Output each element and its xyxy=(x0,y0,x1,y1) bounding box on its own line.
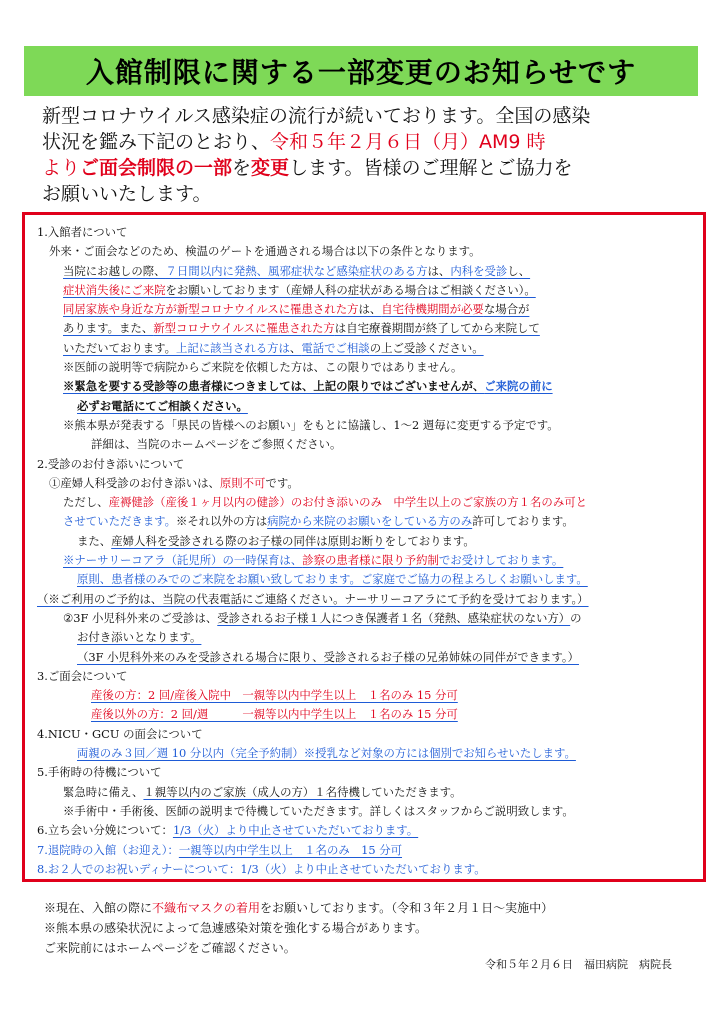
notice-emphasis: 症状消失後にご来院 xyxy=(63,282,166,297)
footer-line: ※熊本県の感染状況によって急遽感染対策を強化する場合があります。 xyxy=(44,921,428,935)
notice-emphasis: ※ナーサリーコアラ（託児所）の一時保育は、 xyxy=(63,553,303,568)
notice-emphasis: 診察の患者様に限り予約制 xyxy=(302,553,439,568)
notice-text: は、 xyxy=(427,263,451,278)
notice-text: （3F 小児科外来のみを受診される場合に限り、受診されるお子様の兄弟姉妹の同伴ができます。） xyxy=(77,649,579,664)
notice-line: ※手術中・手術後、医師の説明まで待機していただきます。詳しくはスタッフからご説明致します。 xyxy=(63,803,574,818)
notice-text: 許可しております。 xyxy=(472,514,574,529)
notice-emphasis: 産褥健診（産後１ヶ月以内の健診）のお付き添いのみ 中学生以上のご家族の方１名のみ可と xyxy=(108,495,587,510)
footer-notes xyxy=(44,898,684,958)
intro-text: 新型コロナウイルス感染症の流行が続いております。全国の感染 xyxy=(42,105,591,127)
notice-text: 当院にお越しの際、 xyxy=(63,263,166,278)
section-heading: 3.ご面会について xyxy=(37,668,128,683)
notice-line xyxy=(37,590,695,609)
notice-emphasis: 受診されるお子様１人につき保護者１名（発熱、感染症状のない方） xyxy=(217,610,571,625)
notice-line xyxy=(37,628,695,647)
notice-emphasis: 同居家族や身近な方が新型コロナウイルスに罹患された方 xyxy=(63,302,359,317)
notice-text: また、 xyxy=(77,533,112,548)
notice-line xyxy=(37,281,695,300)
notice-text: は、 xyxy=(358,302,382,317)
footer-text: をお願いしております。（令和３年２月１日～実施中） xyxy=(260,901,554,915)
intro-line xyxy=(42,155,692,181)
section-heading: 6.立ち会い分娩について： xyxy=(37,823,173,838)
notice-text: 必ずお電話にてご相談ください。 xyxy=(77,398,248,413)
notice-line: 外来・ご面会などのため、検温のゲートを通過される場合は以下の条件となります。 xyxy=(49,244,481,259)
notice-text: の上ご受診ください。 xyxy=(369,340,484,355)
notice-text: していただきます。 xyxy=(359,784,462,799)
notice-text: あります。また、 xyxy=(63,321,154,336)
notice-emphasis: ７日間以内に発熱、風邪症状など感染症状のある方 xyxy=(165,263,428,278)
section-heading: 2.受診のお付き添いについて xyxy=(37,456,185,471)
notice-line: 詳細は、当院のホームページをご参照ください。 xyxy=(91,437,342,452)
notice-text: な場合が xyxy=(483,302,530,317)
notice-emphasis: ご来院の前に xyxy=(484,379,553,394)
intro-line xyxy=(42,129,692,155)
notice-text: ①産婦人科受診のお付き添いは、 xyxy=(49,475,220,490)
notice-line xyxy=(37,493,695,512)
intro-text: を xyxy=(232,157,252,179)
notice-line xyxy=(37,686,695,705)
notice-line xyxy=(37,570,695,589)
notice-line xyxy=(37,339,695,358)
notice-emphasis: 病院から来院のお願いをしている方のみ xyxy=(267,514,473,529)
intro-line xyxy=(42,181,692,207)
notice-text: し、 xyxy=(507,263,531,278)
notice-line xyxy=(37,512,695,531)
section-line xyxy=(37,841,695,860)
intro-highlight: 変更 xyxy=(251,157,290,179)
footer-text: ※現在、入館の際に xyxy=(44,901,153,915)
section-heading: 4.NICU・GCU の面会について xyxy=(37,726,203,741)
notice-line xyxy=(37,609,695,628)
intro-line xyxy=(42,103,692,129)
notice-emphasis: 1/3（火）より中止させていただいております。 xyxy=(172,823,419,838)
notice-emphasis: 自宅待機期間が必要 xyxy=(381,302,484,317)
section-line xyxy=(37,860,695,879)
notice-emphasis: 上記に該当される方は xyxy=(176,340,290,355)
intro-paragraph xyxy=(42,103,692,207)
notice-emphasis: 電話でご相談 xyxy=(301,340,370,355)
notice-emphasis: 一親等以内中学生以上 １名のみ 15 分可 xyxy=(178,842,403,857)
page-title: 入館制限に関する一部変更のお知らせです xyxy=(85,56,637,89)
section-heading: 7.退院時の入館（お迎え）： xyxy=(37,842,179,857)
notice-text: ②3F 小児科外来のご受診は、 xyxy=(63,610,218,625)
notice-text: ただし、 xyxy=(63,495,109,510)
intro-text: 状況を鑑み下記のとおり、 xyxy=(42,131,271,153)
notice-line xyxy=(37,705,695,724)
visiting-rule: 産後以外の方：2 回/週 一親等以内中学生以上 １名のみ 15 分可 xyxy=(91,707,458,722)
notice-line xyxy=(37,300,695,319)
notice-text: は自宅療養期間が終了してから来院して xyxy=(334,321,540,336)
notice-line xyxy=(37,397,695,416)
notice-line xyxy=(37,744,695,763)
intro-text: します。皆様のご理解とご協力を xyxy=(289,157,573,179)
footer-line xyxy=(44,898,684,918)
notice-text: 、 xyxy=(289,340,302,355)
notice-line xyxy=(37,648,695,667)
section-heading: 8.お２人でのお祝いディナーについて：1/3（火）より中止させていただいております。 xyxy=(37,861,486,876)
effective-date: 令和５年２月６日（月）AM9 時 xyxy=(270,131,546,153)
notice-text: いただいております。 xyxy=(63,340,176,355)
signature: 令和５年２月６日 福田病院 病院長 xyxy=(485,958,672,971)
notice-text: です。 xyxy=(265,475,299,490)
mask-requirement: 不織布マスクの着用 xyxy=(152,901,261,915)
notice-text: の xyxy=(570,610,582,625)
notice-content xyxy=(37,223,695,879)
notice-line xyxy=(37,783,695,802)
notice-line xyxy=(37,262,695,281)
notice-line: ※医師の説明等で病院からご来院を依頼した方は、この限りではありません。 xyxy=(63,360,463,375)
notice-emphasis: 原則不可 xyxy=(219,475,266,490)
notice-text: お付き添いとなります。 xyxy=(77,630,202,645)
section-heading: 5.手術時の待機について xyxy=(37,765,162,780)
notice-text: ※緊急を要する受診等の患者様につきましては、上記の限りではございませんが、 xyxy=(63,379,485,394)
notice-line xyxy=(37,474,695,493)
notice-emphasis: 産婦人科を受診される際のお子様の同伴は原則お断り xyxy=(111,533,385,548)
notice-text: をしております。 xyxy=(384,533,475,548)
notice-line: ※熊本県が発表する「県民の皆様へのお願い」をもとに協議し、1～2 週毎に変更する予定です。 xyxy=(63,417,559,432)
notice-text: （※ご利用のご予約は、当院の代表電話にご連絡ください。ナーサリーコアラにて予約を受けております。） xyxy=(37,591,589,606)
notice-line xyxy=(37,551,695,570)
notice-emphasis: でお受けしております。 xyxy=(438,553,564,568)
notice-emphasis: 内科を受診 xyxy=(450,263,508,278)
notice-emphasis: させていただきます。 xyxy=(63,514,176,529)
notice-box xyxy=(22,212,706,882)
notice-emphasis: １親等以内のご家族（成人の方）１名待機 xyxy=(143,784,360,799)
footer-line: ご来院前にはホームページをご確認ください。 xyxy=(44,941,296,955)
section-heading: 1.入館者について xyxy=(37,225,128,239)
notice-line xyxy=(37,532,695,551)
notice-text: をお願いしております（産婦人科の症状がある場合はご相談ください）。 xyxy=(165,282,536,297)
notice-line xyxy=(37,319,695,338)
notice-emphasis: 新型コロナウイルスに罹患された方 xyxy=(153,321,335,336)
intro-text: お願いいたします。 xyxy=(42,183,212,205)
title-banner xyxy=(24,46,698,96)
intro-highlight: ご面会制限の一部 xyxy=(80,157,233,179)
notice-text: ※それ以外の方は xyxy=(176,514,268,529)
intro-text-red: より xyxy=(42,157,81,179)
section-line xyxy=(37,821,695,840)
notice-emphasis: 原則、患者様のみでのご来院をお願い致しております。ご家庭でご協力の程よろしくお願いします。 xyxy=(77,572,588,587)
notice-line xyxy=(37,377,695,396)
visiting-rule: 産後の方：2 回/産後入院中 一親等以内中学生以上 １名のみ 15 分可 xyxy=(91,688,458,703)
notice-text: 緊急時に備え、 xyxy=(63,784,144,799)
notice-emphasis: 両親のみ３回／週 10 分以内（完全予約制）※授乳など対象の方には個別でお知らせいたします。 xyxy=(77,746,576,761)
